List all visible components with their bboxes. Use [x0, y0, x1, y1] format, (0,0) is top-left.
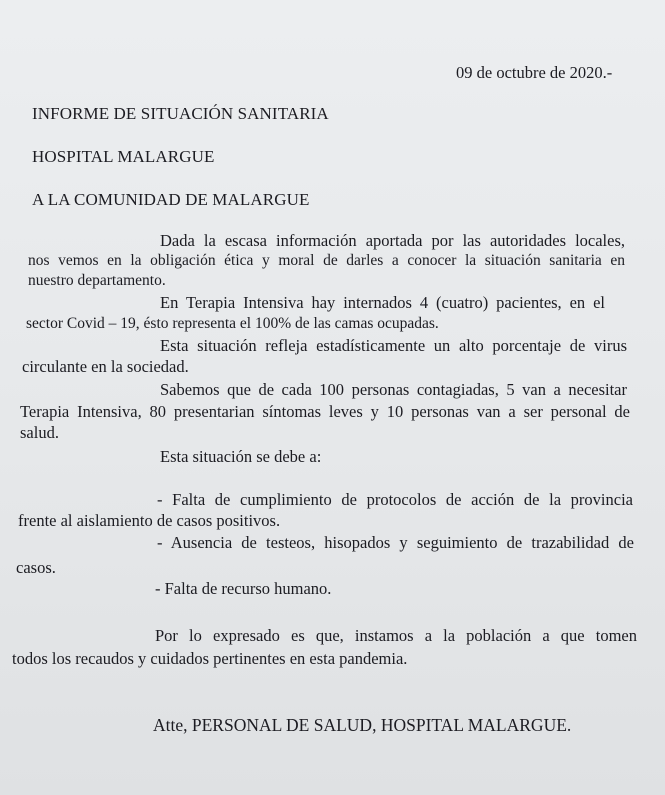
paragraph-4-line-2: Terapia Intensiva, 80 presentarian síntomas leves y 10 personas van a ser personal de: [20, 402, 630, 421]
signature: Atte, PERSONAL DE SALUD, HOSPITAL MALARGUE.: [153, 715, 572, 735]
paragraph-2-line-2: sector Covid – 19, ésto representa el 100% de las camas ocupadas.: [26, 315, 439, 332]
paragraph-1-line-3: nuestro departamento.: [28, 272, 166, 289]
cause-2-line-2: casos.: [16, 558, 56, 577]
addressee: A LA COMUNIDAD DE MALARGUE: [32, 190, 310, 209]
cause-3: - Falta de recurso humano.: [155, 579, 332, 598]
report-title: INFORME DE SITUACIÓN SANITARIA: [32, 104, 329, 123]
paragraph-4-line-3: salud.: [20, 423, 59, 442]
paragraph-3-line-2: circulante en la sociedad.: [22, 357, 189, 376]
paragraph-1-line-2: nos vemos en la obligación ética y moral de darles a conocer la situación sanitaria en: [28, 252, 625, 269]
paragraph-1-line-1: Dada la escasa información aportada por las autoridades locales,: [160, 231, 625, 250]
document-date: 09 de octubre de 2020.-: [456, 63, 613, 82]
closing-line-2: todos los recaudos y cuidados pertinentes en esta pandemia.: [12, 649, 408, 668]
hospital-name: HOSPITAL MALARGUE: [32, 147, 215, 166]
cause-1-line-2: frente al aislamiento de casos positivos.: [18, 511, 281, 530]
cause-1-line-1: - Falta de cumplimiento de protocolos de acción de la provincia: [157, 490, 633, 509]
closing-line-1: Por lo expresado es que, instamos a la población a que tomen: [155, 626, 637, 645]
paragraph-3-line-1: Esta situación refleja estadísticamente un alto porcentaje de virus: [160, 336, 627, 355]
paragraph-2-line-1: En Terapia Intensiva hay internados 4 (cuatro) pacientes, en el: [160, 293, 605, 312]
paragraph-4-line-1: Sabemos que de cada 100 personas contagiadas, 5 van a necesitar: [160, 380, 627, 399]
cause-2-line-1: - Ausencia de testeos, hisopados y seguimiento de trazabilidad de: [157, 533, 634, 552]
causes-intro: Esta situación se debe a:: [160, 447, 322, 466]
